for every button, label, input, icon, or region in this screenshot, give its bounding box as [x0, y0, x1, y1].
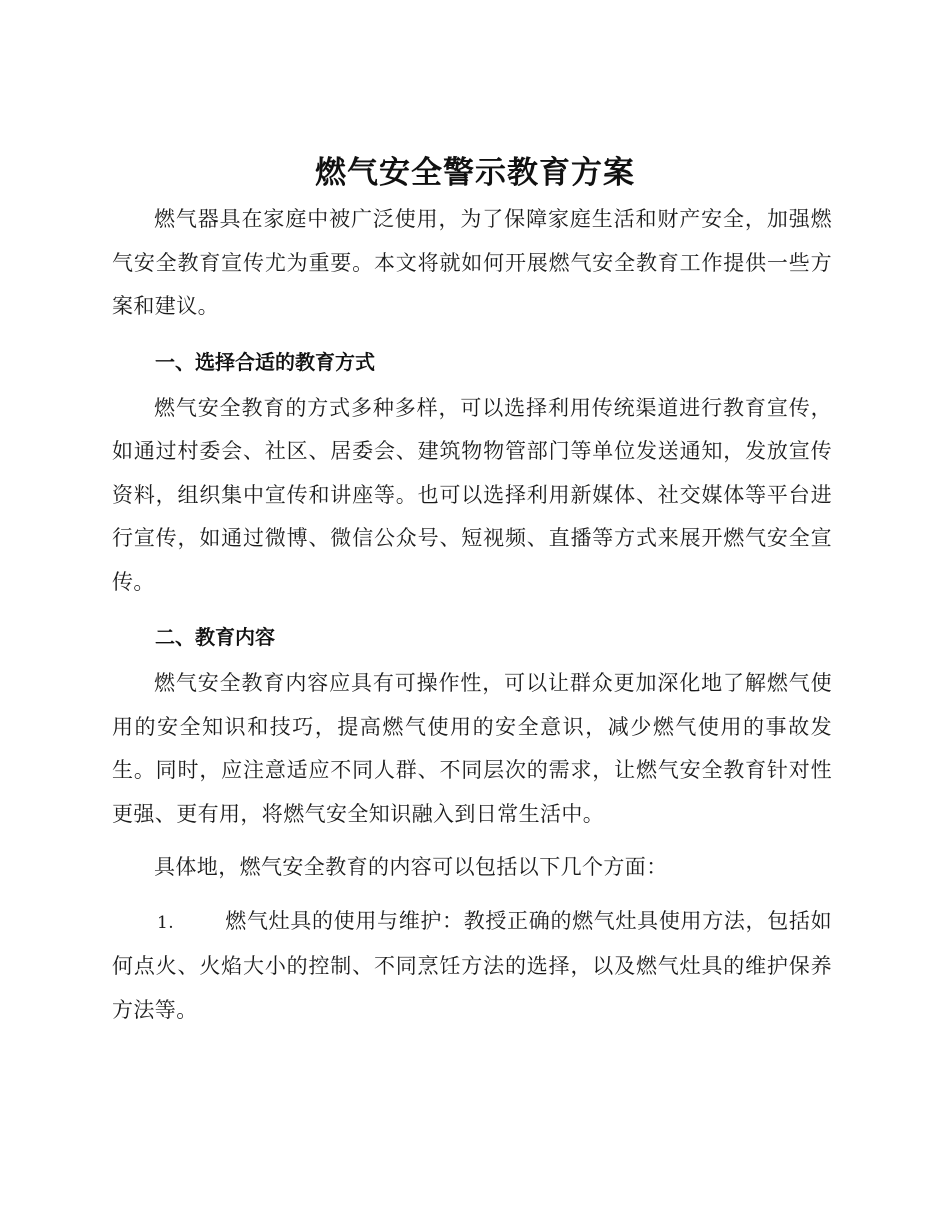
section2-lead-paragraph: 具体地，燃气安全教育的内容可以包括以下几个方面：	[154, 855, 668, 879]
intro-paragraph: 燃气器具在家庭中被广泛使用，为了保障家庭生活和财产安全，加强燃气安全教育宣传尤为重要。本文将就如何开展燃气安全教育工作提供一些方案和建议。	[112, 207, 832, 318]
list-item-number: 1.	[157, 912, 175, 933]
list-item-text: 燃气灶具的使用与维护：教授正确的燃气灶具使用方法，包括如何点火、火焰大小的控制、不同烹饪方法的选择，以及燃气灶具的维护保养方法等。	[112, 908, 832, 1022]
section2-paragraph: 燃气安全教育内容应具有可操作性，可以让群众更加深化地了解燃气使用的安全知识和技巧，提高燃气使用的安全意识，减少燃气使用的事故发生。同时，应注意适应不同人群、不同层次的需求，让燃气安全教育针对性更强、更有用，将燃气安全知识融入到日常生活中。	[112, 671, 832, 826]
section1-paragraph: 燃气安全教育的方式多种多样，可以选择利用传统渠道进行教育宣传，如通过村委会、社区、居委会、建筑物物管部门等单位发送通知，发放宣传资料，组织集中宣传和讲座等。也可以选择利用新媒体、社交媒体等平台进行宣传，如通过微博、微信公众号、短视频、直播等方式来展开燃气安全宣传。	[112, 395, 832, 594]
document-title: 燃气安全警示教育方案	[315, 155, 635, 191]
section-heading-education-methods: 一、选择合适的教育方式	[155, 349, 375, 374]
section-heading-education-content: 二、教育内容	[155, 625, 275, 649]
document-body	[112, 198, 832, 1032]
list-item	[112, 900, 832, 1033]
